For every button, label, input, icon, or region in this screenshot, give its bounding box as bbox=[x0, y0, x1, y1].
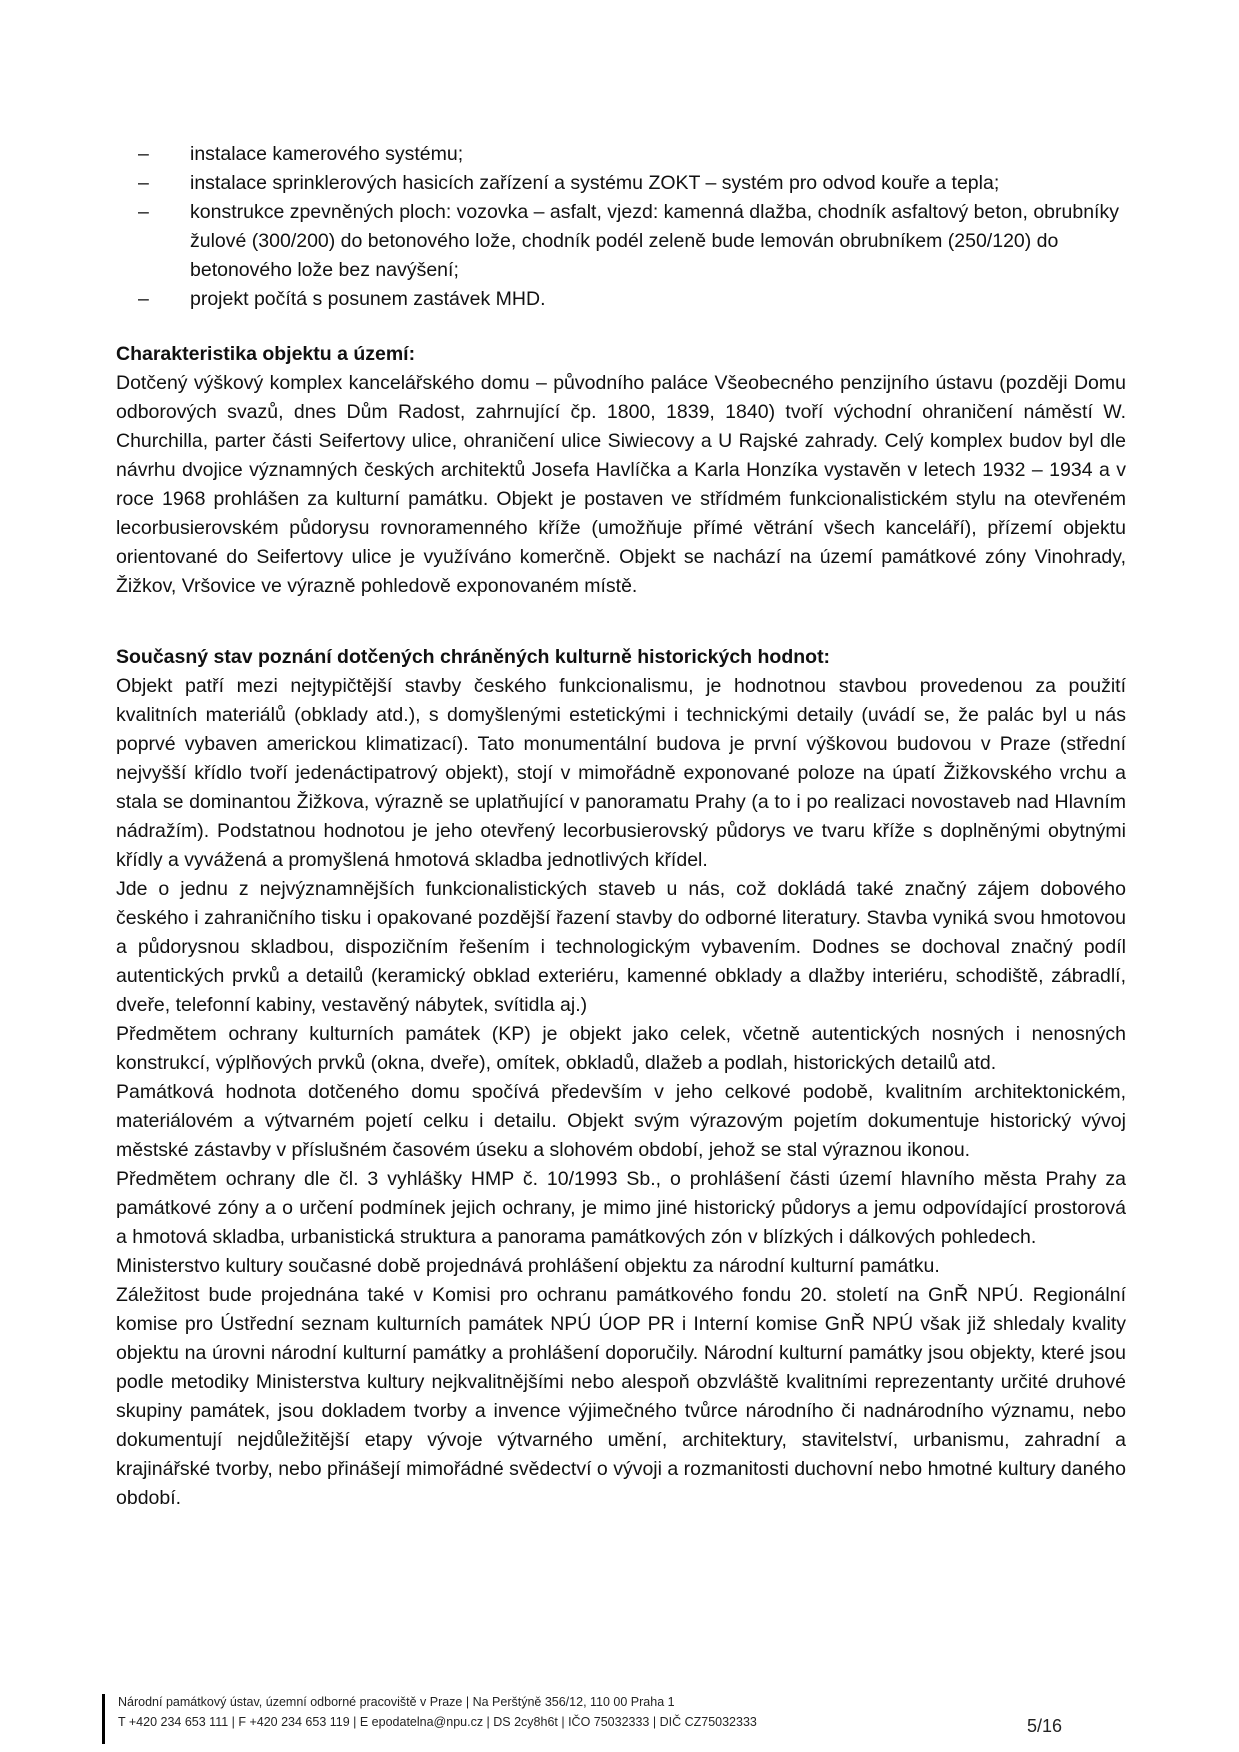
paragraph: Předmětem ochrany dle čl. 3 vyhlášky HMP č. 10/1993 Sb., o prohlášení části území hlavního města Prahy za památkové zóny a o určení podmínek jejich ochrany, je mimo jiné historický půdorys a jemu odpovídající prostorová a hmotová skladba, urbanistická struktura a panorama památkových zón v blízkých i dálkových pohledech. bbox=[116, 1168, 1126, 1248]
document-page bbox=[116, 140, 1126, 1513]
list-item-text: konstrukce zpevněných ploch: vozovka – asfalt, vjezd: kamenná dlažba, chodník asfaltový beton, obrubníky žulové (300/200) do betonového lože, chodník podél zeleně bude lemován obrubníkem (250/120) do betonového lože bez navýšení; bbox=[190, 201, 1119, 281]
section-heading-characteristics: Charakteristika objektu a území: bbox=[116, 343, 416, 365]
paragraph: Jde o jednu z nejvýznamnějších funkcionalistických staveb u nás, což dokládá také značný zájem dobového českého i zahraničního tisku i opakované pozdější řazení stavby do odborné literatury. Stavba vyniká svou hmotovou a půdorysnou skladbou, dispozičním řešením i technologickým vybavením. Dodnes se dochoval značný podíl autentických prvků a detailů (keramický obklad exteriéru, kamenné obklady a dlažby interiéru, schodiště, zábradlí, dveře, telefonní kabiny, vestavěný nábytek, svítidla aj.) bbox=[116, 878, 1126, 1016]
dash-marker: – bbox=[138, 172, 149, 194]
paragraph: Záležitost bude projednána také v Komisi pro ochranu památkového fondu 20. století na GnŘ NPÚ. Regionální komise pro Ústřední seznam kulturních památek NPÚ ÚOP PR i Interní komise GnŘ NPÚ však již shledaly kvality objektu na úrovni národní kulturní památky a prohlášení doporučily. Národní kulturní památky jsou objekty, které jsou podle metodiky Ministerstva kultury nejkvalitnějšími nebo alespoň obzvláště kvalitními reprezentanty určité druhové skupiny památek, jsou dokladem tvorby a invence výjimečného tvůrce národního či nadnárodního významu, nebo dokumentují nejdůležitější etapy vývoje výtvarného umění, architektury, stavitelství, urbanismu, zahradní a krajinářské tvorby, nebo přinášejí mimořádné svědectví o vývoji a rozmanitosti duchovní nebo hmotné kultury daného období. bbox=[116, 1284, 1126, 1509]
footer-contacts: T +420 234 653 111 | F +420 234 653 119 | E epodatelna@npu.cz | DS 2cy8h6t | IČO 75032333 | DIČ CZ75032333 bbox=[118, 1715, 757, 1729]
page-number: 5/16 bbox=[1026, 1716, 1062, 1736]
paragraph-characteristics: Dotčený výškový komplex kancelářského domu – původního paláce Všeobecného penzijního ústavu (později Domu odborových svazů, dnes Dům Radost, zahrnující čp. 1800, 1839, 1840) tvoří východní ohraničení náměstí W. Churchilla, parter části Seifertovy ulice, ohraničení ulice Siwiecovy a U Rajské zahrady. Celý komplex budov byl dle návrhu dvojice významných českých architektů Josefa Havlíčka a Karla Honzíka vystavěn v letech 1932 – 1934 a v roce 1968 prohlášen za kulturní památku. Objekt je postaven ve střídmém funkcionalistickém stylu na otevřeném lecorbusierovském půdorysu rovnoramenného kříže (umožňuje přímé větrání všech kanceláří), přízemí objektu orientované do Seifertovy ulice je využíváno komerčně. Objekt se nachází na území památkové zóny Vinohrady, Žižkov, Vršovice ve výrazně pohledově exponovaném místě. bbox=[116, 372, 1126, 597]
paragraph: Předmětem ochrany kulturních památek (KP) je objekt jako celek, včetně autentických nosných i nenosných konstrukcí, výplňových prvků (okna, dveře), omítek, obkladů, dlažeb a podlah, historických detailů atd. bbox=[116, 1023, 1126, 1074]
dash-marker: – bbox=[138, 201, 149, 223]
list-item-text: instalace sprinklerových hasicích zařízení a systému ZOKT – systém pro odvod kouře a tepla; bbox=[190, 172, 1000, 194]
bullet-list bbox=[116, 140, 1126, 314]
dash-marker: – bbox=[138, 288, 149, 310]
footer-divider bbox=[102, 1694, 105, 1744]
paragraph: Ministerstvo kultury současné době projednává prohlášení objektu za národní kulturní památku. bbox=[116, 1255, 940, 1277]
section-heading-current-state: Současný stav poznání dotčených chráněných kulturně historických hodnot: bbox=[116, 646, 831, 668]
list-item bbox=[116, 140, 1126, 169]
list-item-text: projekt počítá s posunem zastávek MHD. bbox=[190, 288, 546, 310]
list-item bbox=[116, 169, 1126, 198]
paragraph: Objekt patří mezi nejtypičtější stavby českého funkcionalismu, je hodnotnou stavbou provedenou za použití kvalitních materiálů (obklady atd.), s domyšlenými estetickými i technickými detaily (uvádí se, že palác byl u nás poprvé vybaven americkou klimatizací). Tato monumentální budova je první výškovou budovou v Praze (střední nejvyšší křídlo tvoří jedenáctipatrový objekt), stojí v mimořádně exponované poloze na úpatí Žižkovského vrchu a stala se dominantou Žižkova, výrazně se uplatňující v panoramatu Prahy (a to i po realizaci novostaveb nad Hlavním nádražím). Podstatnou hodnotou je jeho otevřený lecorbusierovský půdorys ve tvaru kříže s doplněnými obytnými křídly a vyvážená a promyšlená hmotová skladba jednotlivých křídel. bbox=[116, 675, 1126, 871]
dash-marker: – bbox=[138, 143, 149, 165]
list-item bbox=[116, 198, 1126, 285]
paragraph: Památková hodnota dotčeného domu spočívá především v jeho celkové podobě, kvalitním architektonickém, materiálovém a výtvarném pojetí celku i detailu. Objekt svým výrazovým pojetím dokumentuje historický vývoj městské zástavby v příslušném časovém úseku a slohovém období, jehož se stal výraznou ikonou. bbox=[116, 1081, 1126, 1161]
page-footer bbox=[102, 1692, 1062, 1736]
list-item bbox=[116, 285, 1126, 314]
footer-address: Národní památkový ústav, územní odborné pracoviště v Praze | Na Perštýně 356/12, 110 00 Praha 1 bbox=[118, 1695, 675, 1709]
list-item-text: instalace kamerového systému; bbox=[190, 143, 464, 165]
